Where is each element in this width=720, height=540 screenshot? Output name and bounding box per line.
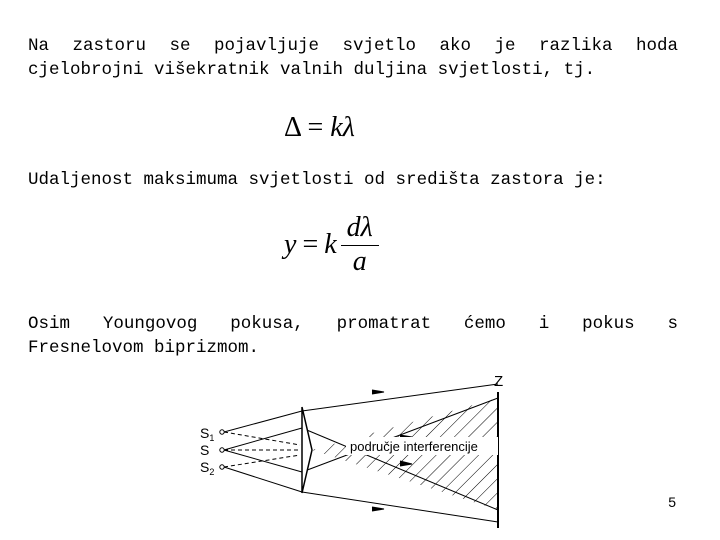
region-label-box: [346, 437, 498, 455]
paragraph-line: cjelobrojni višekratnik valnih duljina svjetlosti, tj.: [28, 60, 596, 80]
source-s1-marker: [220, 430, 224, 434]
source-s1-label: $S_1$: [200, 425, 215, 443]
formula-equals: =: [302, 229, 319, 260]
paragraph-line: Fresnelovom biprizmom.: [28, 338, 260, 358]
sources: [200, 425, 224, 477]
formula-delta: Δ: [284, 112, 301, 143]
formula-k-lambda: kλ: [330, 112, 355, 143]
source-s2-label: $S_2$: [200, 459, 215, 477]
region-label: područje interferencije: [350, 439, 478, 454]
paragraph-line: Osim Youngovog pokusa, promatrat ćemo i pokus s: [28, 314, 678, 334]
formula-y: y: [284, 229, 297, 260]
source-s-marker: [220, 448, 224, 452]
paragraph-line: Na zastoru se pojavljuje svjetlo ako je razlika hoda: [28, 36, 678, 56]
source-s2-marker: [220, 465, 224, 469]
formula-k: k: [324, 229, 337, 260]
source-s-label: S: [200, 442, 210, 458]
formula-equals: =: [307, 112, 324, 143]
screen-label: Z: [494, 373, 504, 390]
formula-numerator: dλ: [341, 212, 379, 246]
biprism: [302, 407, 312, 493]
formula-denominator: a: [352, 246, 367, 277]
page-number: 5: [668, 494, 676, 510]
paragraph-line: Udaljenost maksimuma svjetlosti od središta zastora je:: [28, 170, 606, 190]
